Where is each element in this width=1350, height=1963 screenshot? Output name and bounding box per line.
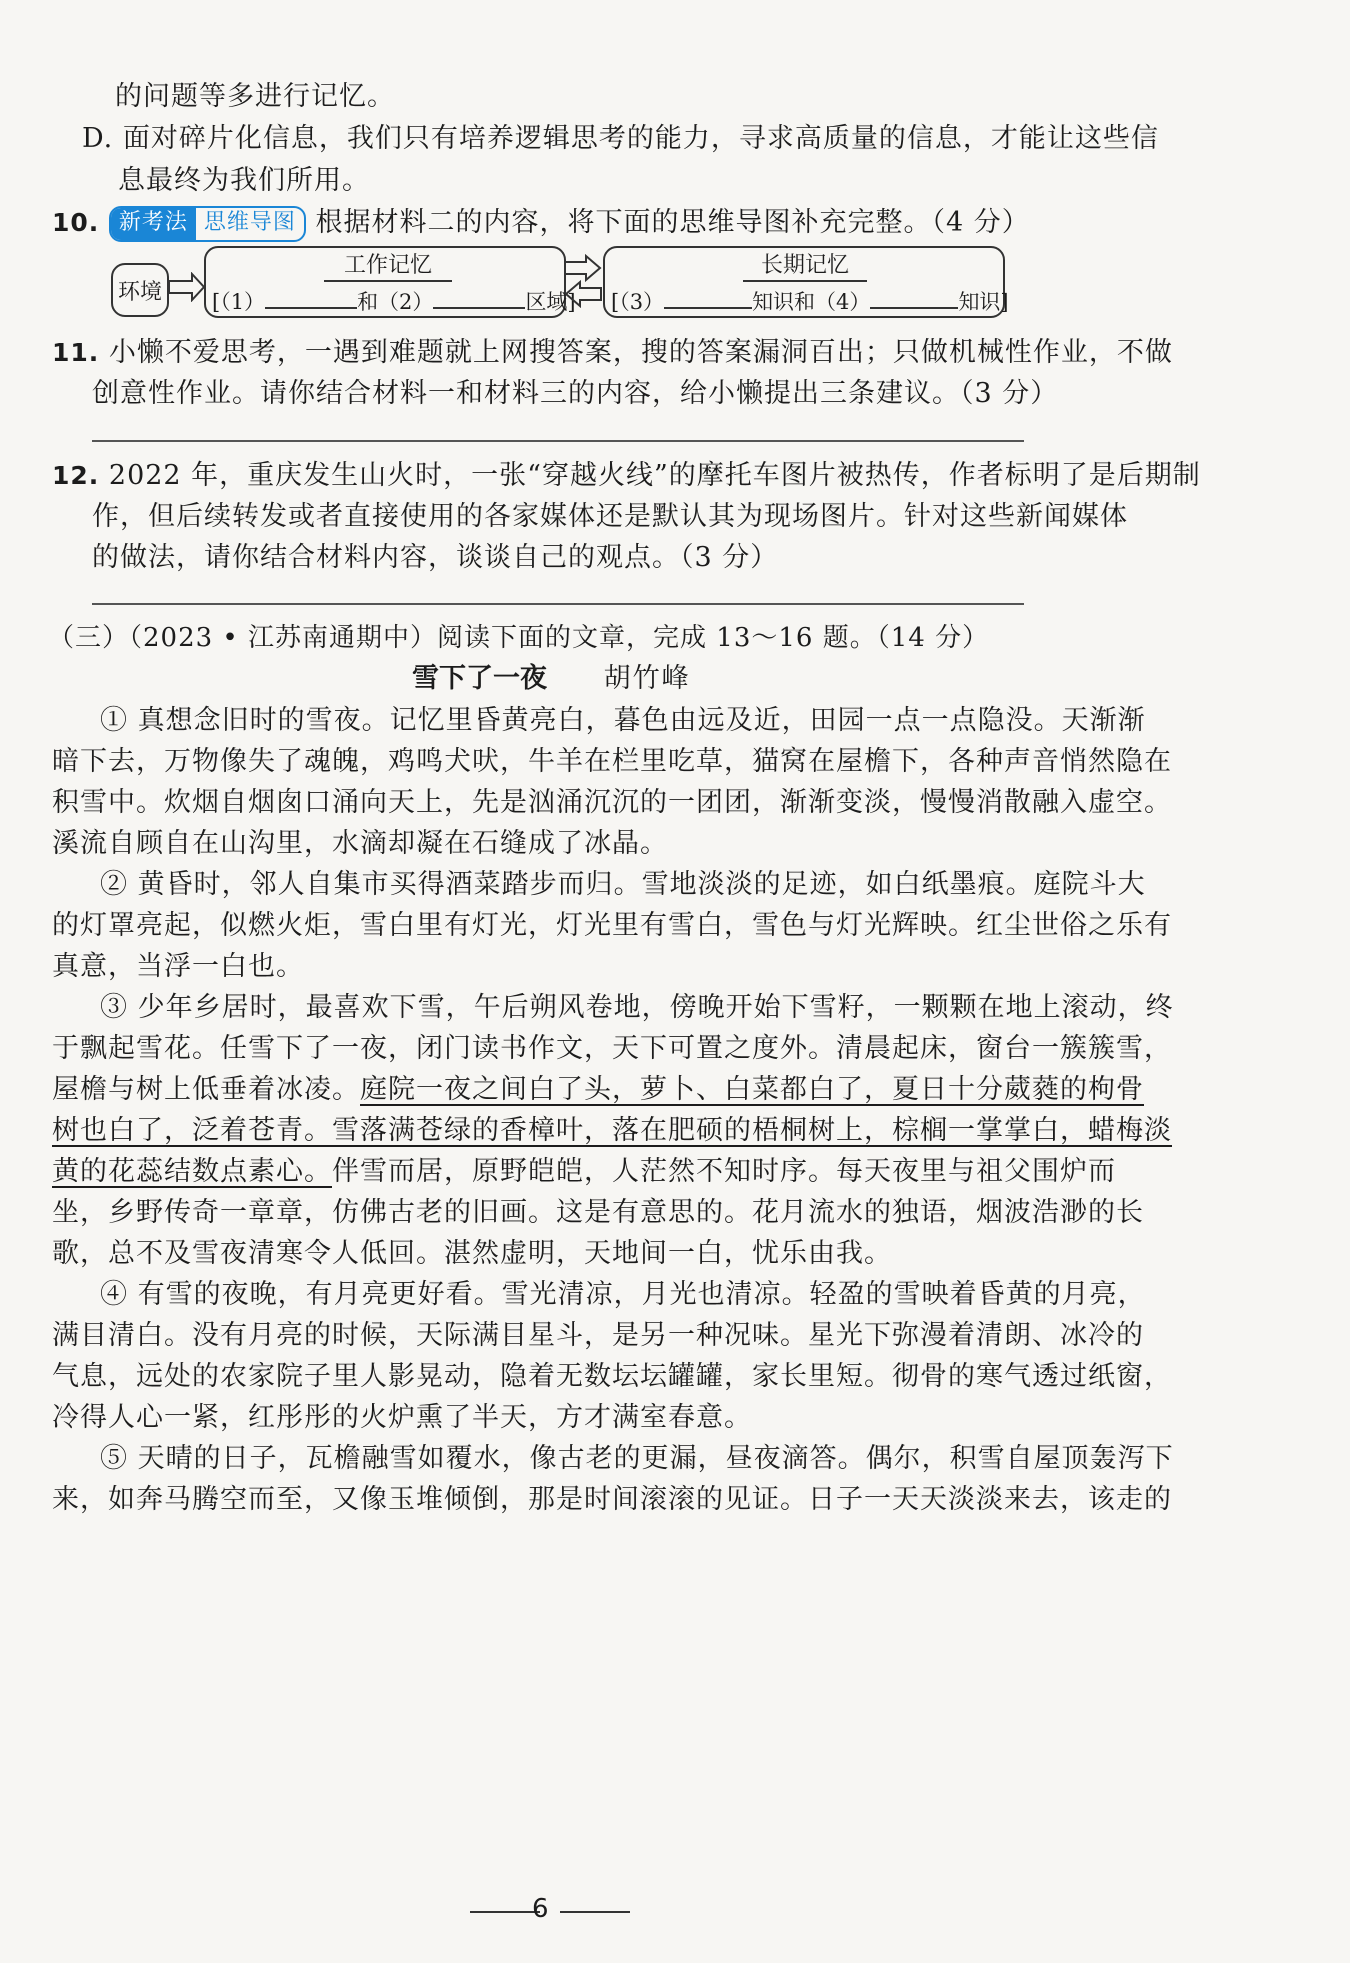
- new-method-badge: [109, 206, 306, 242]
- region-label: 区域]: [525, 290, 576, 314]
- long-term-memory-blanks: [611, 286, 1009, 316]
- question-12-line2: 作，但后续转发或者直接使用的各家媒体还是默认其为现场图片。针对这些新闻媒体: [92, 501, 1128, 532]
- paragraph-3-line: 于飘起雪花。任雪下了一夜，闭门读书作文，天下可置之度外。清晨起床，窗台一簇簇雪，: [52, 1033, 1172, 1064]
- section-3-intro: （三）（2023 • 江苏南通期中）阅读下面的文章，完成 13～16 题。（14 分）: [48, 623, 990, 653]
- working-memory-blanks: [212, 286, 576, 316]
- question-12-line3: 的做法，请你结合材料内容，谈谈自己的观点。（3 分）: [92, 542, 779, 573]
- long-term-memory-title: 长期记忆: [743, 252, 867, 282]
- question-number: 10.: [52, 208, 100, 237]
- paragraph-4-line: 满目清白。没有月亮的时候，天际满目星斗，是另一种况味。星光下弥漫着清朗、冰冷的: [52, 1320, 1144, 1351]
- environment-label: 环境: [117, 280, 162, 305]
- question-12-text: 2022 年，重庆发生山火时，一张“穿越火线”的摩托车图片被热传，作者标明了是后期制: [108, 460, 1201, 491]
- paragraph-2-line: 的灯罩亮起，似燃火炬，雪白里有灯光，灯光里有雪白，雪色与灯光辉映。红尘世俗之乐有: [52, 910, 1172, 941]
- paragraph-3-line: 坐，乡野传奇一章章，仿佛古老的旧画。这是有意思的。花月流水的独语，烟波浩渺的长: [52, 1197, 1144, 1228]
- paragraph-3-line: ③ 少年乡居时，最喜欢下雪，午后朔风卷地，傍晚开始下雪籽，一颗颗在地上滚动，终: [100, 992, 1174, 1023]
- underlined-text: 黄的花蕊结数点素心。: [52, 1156, 332, 1187]
- paragraph-4-line: 冷得人心一紧，红彤彤的火炉熏了半天，方才满室春意。: [52, 1402, 752, 1433]
- paragraph-4-line: ④ 有雪的夜晚，有月亮更好看。雪光清凉，月光也清凉。轻盈的雪映着昏黄的月亮，: [100, 1279, 1146, 1310]
- badge-mind-map: 思维导图: [203, 209, 296, 235]
- article-heading: [412, 656, 691, 695]
- paragraph-4-line: 气息，远处的农家院子里人影晃动，隐着无数坛坛罐罐，家长里短。彻骨的寒气透过纸窗，: [52, 1361, 1172, 1392]
- paragraph-2-line: ② 黄昏时，邻人自集市买得酒菜踏步而归。雪地淡淡的足迹，如白纸墨痕。庭院斗大: [100, 869, 1146, 900]
- paragraph-3-line: [52, 1067, 1144, 1106]
- paragraph-1-line: 积雪中。炊烟自烟囱口涌向天上，先是汹涌沉沉的一团团，渐渐变淡，慢慢消散融入虚空。: [52, 787, 1172, 818]
- question-11-line2: 创意性作业。请你结合材料一和材料三的内容，给小懒提出三条建议。（3 分）: [92, 378, 1059, 409]
- question-12-line1: [52, 453, 1201, 492]
- question-10: [52, 200, 1030, 242]
- paragraph-5-line: 来，如奔马腾空而至，又像玉堆倾倒，那是时间滚滚的见证。日子一天天淡淡来去，该走的: [52, 1484, 1172, 1515]
- question-number: 12.: [52, 461, 100, 490]
- mindmap-long-term-memory-box: [603, 246, 1009, 318]
- paragraph-3-line: [52, 1149, 1116, 1188]
- paragraph-1-line: ① 真想念旧时的雪夜。记忆里昏黄亮白，暮色由远及近，田园一点一点隐没。天渐渐: [100, 705, 1146, 736]
- paragraph-2-line: 真意，当浮一白也。: [52, 951, 304, 982]
- question-11-line1: [52, 330, 1173, 369]
- answer-blank-3[interactable]: [664, 287, 752, 309]
- article-title: 雪下了一夜: [412, 663, 547, 694]
- q9-continuation: 的问题等多进行记忆。: [115, 81, 395, 112]
- arrow-right-icon: [168, 272, 206, 302]
- mindmap-environment-box: [111, 263, 169, 317]
- paragraph-3-line: 歌，总不及雪夜清寒令人低回。湛然虚明，天地间一白，忧乐由我。: [52, 1238, 892, 1269]
- answer-line-12[interactable]: [92, 603, 1024, 605]
- page-number: 6: [532, 1894, 549, 1924]
- answer-blank-4[interactable]: [870, 287, 958, 309]
- working-memory-title: 工作记忆: [324, 252, 452, 282]
- blank-3-label: [（3）: [611, 290, 665, 314]
- footer-rule-left: [470, 1911, 540, 1913]
- answer-blank-1[interactable]: [265, 287, 357, 309]
- question-11-text: 小懒不爱思考，一遇到难题就上网搜答案，搜的答案漏洞百出；只做机械性作业，不做: [108, 337, 1173, 368]
- paragraph-1-line: 暗下去，万物像失了魂魄，鸡鸣犬吠，牛羊在栏里吃草，猫窝在屋檐下，各种声音悄然隐在: [52, 746, 1172, 777]
- footer-rule-right: [560, 1911, 630, 1913]
- answer-blank-2[interactable]: [433, 287, 525, 309]
- answer-line-11[interactable]: [92, 440, 1024, 442]
- paragraph-1-line: 溪流自顾自在山沟里，水滴却凝在石缝成了冰晶。: [52, 828, 668, 859]
- blank-1-label: [（1）: [212, 290, 266, 314]
- question-number: 11.: [52, 338, 100, 367]
- q9-option-d-line2: 息最终为我们所用。: [118, 165, 370, 196]
- blank-4-label: 知识和（4）: [752, 290, 871, 314]
- underlined-text: 庭院一夜之间白了头，萝卜、白菜都白了，夏日十分葳蕤的枸骨: [360, 1074, 1144, 1105]
- underlined-text: 树也白了，泛着苍青。雪落满苍绿的香樟叶，落在肥硕的梧桐树上，棕榈一掌掌白，蜡梅淡: [52, 1115, 1172, 1146]
- plain-text: 屋檐与树上低垂着冰凌。: [52, 1074, 360, 1105]
- double-arrow-icon: [564, 254, 602, 308]
- q9-option-d-line1: D. 面对碎片化信息，我们只有培养逻辑思考的能力，寻求高质量的信息，才能让这些信: [82, 123, 1159, 154]
- badge-new-method: 新考法: [111, 208, 196, 240]
- mindmap-working-memory-box: [204, 246, 576, 318]
- blank-2-label: 和（2）: [357, 290, 434, 314]
- question-10-stem: 根据材料二的内容，将下面的思维导图补充完整。（4 分）: [315, 207, 1030, 238]
- knowledge-label: 知识]: [958, 290, 1009, 314]
- article-author: 胡竹峰: [603, 663, 691, 694]
- paragraph-5-line: ⑤ 天晴的日子，瓦檐融雪如覆水，像古老的更漏，昼夜滴答。偶尔，积雪自屋顶轰泻下: [100, 1443, 1174, 1474]
- plain-text: 伴雪而居，原野皑皑，人茫然不知时序。每天夜里与祖父围炉而: [332, 1156, 1116, 1187]
